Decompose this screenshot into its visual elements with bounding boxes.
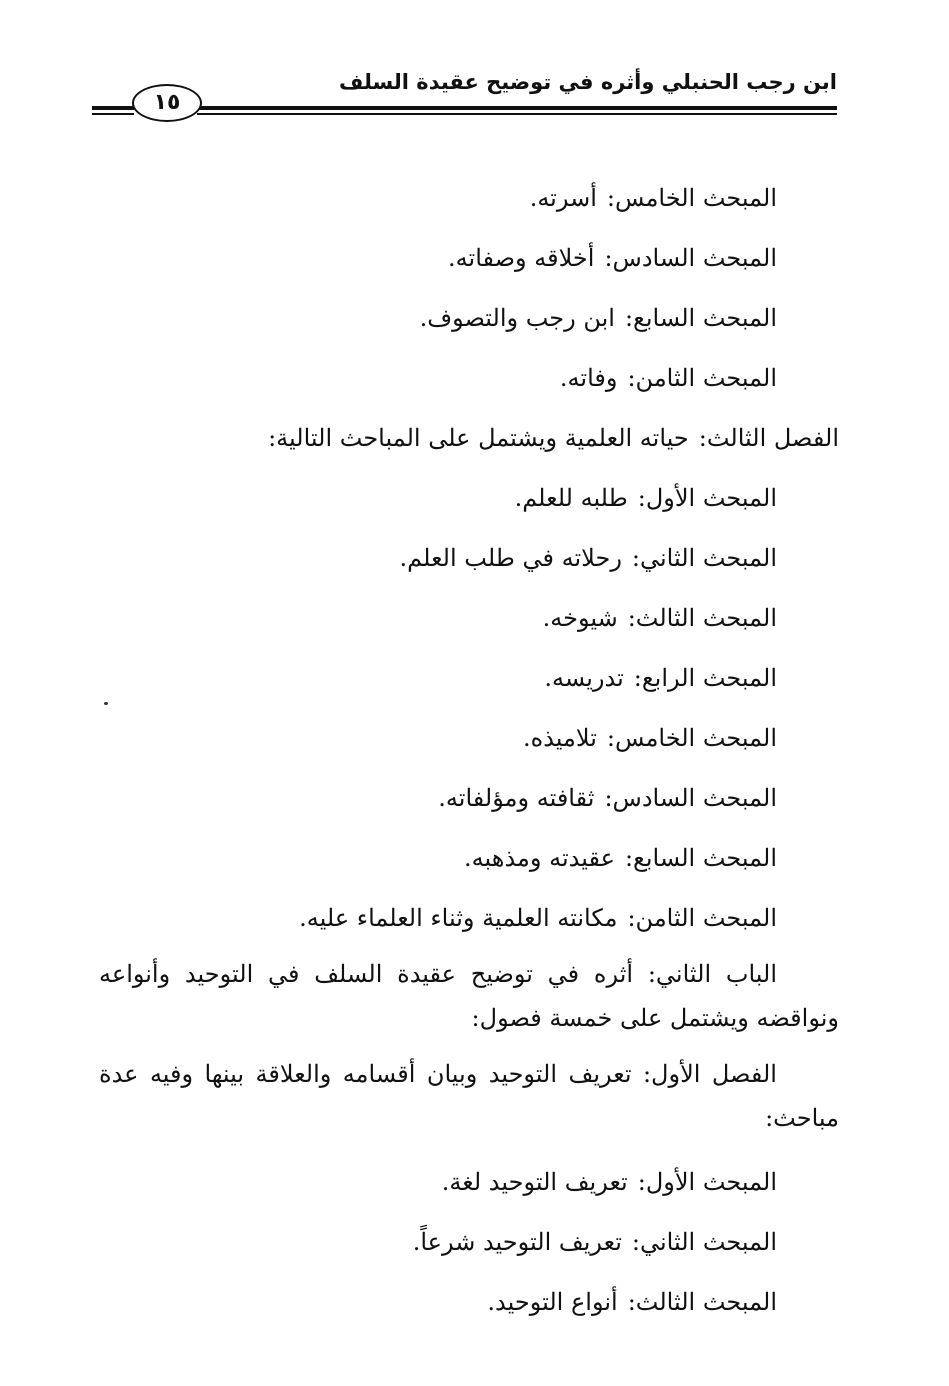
toc-text: ابن رجب والتصوف. [419,304,615,332]
toc-text: طلبه للعلم. [514,484,628,512]
toc-text: شيوخه. [542,604,618,632]
toc-label: المبحث الثالث: [627,1288,777,1316]
toc-label: المبحث السادس: [604,244,777,272]
header-rule-left-thin [92,113,134,115]
toc-line [99,648,839,708]
toc-line [99,888,839,948]
toc-text: رحلاته في طلب العلم. [399,544,622,572]
toc-text: تعريف التوحيد شرعاً. [412,1228,622,1256]
part-text: أثره في توضيح عقيدة السلف في التوحيد وأنواعه ونواقضه ويشتمل على خمسة فصول: [99,960,839,1032]
page-number: ١٥ [132,84,202,122]
header-rule [197,106,837,110]
toc-line [99,1152,839,1212]
toc-line [99,1212,839,1272]
chapter-text: تعريف التوحيد وبيان أقسامه والعلاقة بينها وفيه عدة مباحث: [99,1060,839,1132]
toc-label: المبحث الثالث: [627,604,777,632]
toc-text: تعريف التوحيد لغة. [441,1168,628,1196]
part-heading [99,952,839,1040]
page-header [92,62,837,122]
header-rule-thin [197,113,837,115]
toc-label: المبحث السابع: [624,304,777,332]
chapter-text: حياته العلمية ويشتمل على المباحث التالية: [268,424,689,452]
toc-label: المبحث الأول: [637,484,777,512]
chapter-heading [99,1052,839,1140]
toc-label: المبحث الخامس: [606,724,777,752]
toc-line [99,588,839,648]
toc-text: وفاته. [559,364,618,392]
toc-line [99,348,839,408]
toc-line [99,828,839,888]
chapter-heading [99,408,839,468]
toc-text: عقيدته ومذهبه. [464,844,615,872]
toc-label: المبحث الرابع: [633,664,777,692]
toc-line [99,168,839,228]
toc-line [99,528,839,588]
toc-text: مكانته العلمية وثناء العلماء عليه. [299,904,618,932]
toc-line [99,768,839,828]
toc-text: أخلاقه وصفاته. [448,244,595,272]
toc-label: المبحث الثاني: [631,544,777,572]
toc-text: أسرته. [529,184,597,212]
toc-text: تلاميذه. [522,724,597,752]
toc-line [99,288,839,348]
part-label: الباب الثاني: [647,960,777,988]
toc-label: المبحث الأول: [637,1168,777,1196]
toc-label: المبحث الخامس: [606,184,777,212]
toc-label: المبحث السادس: [604,784,777,812]
toc-label: المبحث الثاني: [631,1228,777,1256]
toc-line [99,228,839,288]
chapter-label: الفصل الثالث: [698,424,839,452]
toc-text: تدريسه. [544,664,624,692]
toc-label: المبحث الثامن: [627,904,777,932]
toc-text: ثقافته ومؤلفاته. [438,784,595,812]
toc-line [99,708,839,768]
toc-text: أنواع التوحيد. [487,1288,618,1316]
toc-line [99,468,839,528]
chapter-label: الفصل الأول: [642,1060,777,1088]
toc-body [99,168,839,1332]
toc-label: المبحث السابع: [624,844,777,872]
toc-label: المبحث الثامن: [627,364,777,392]
book-title: ابن رجب الحنبلي وأثره في توضيح عقيدة السلف [338,70,837,94]
toc-line [99,1272,839,1332]
header-rule-left [92,106,134,110]
